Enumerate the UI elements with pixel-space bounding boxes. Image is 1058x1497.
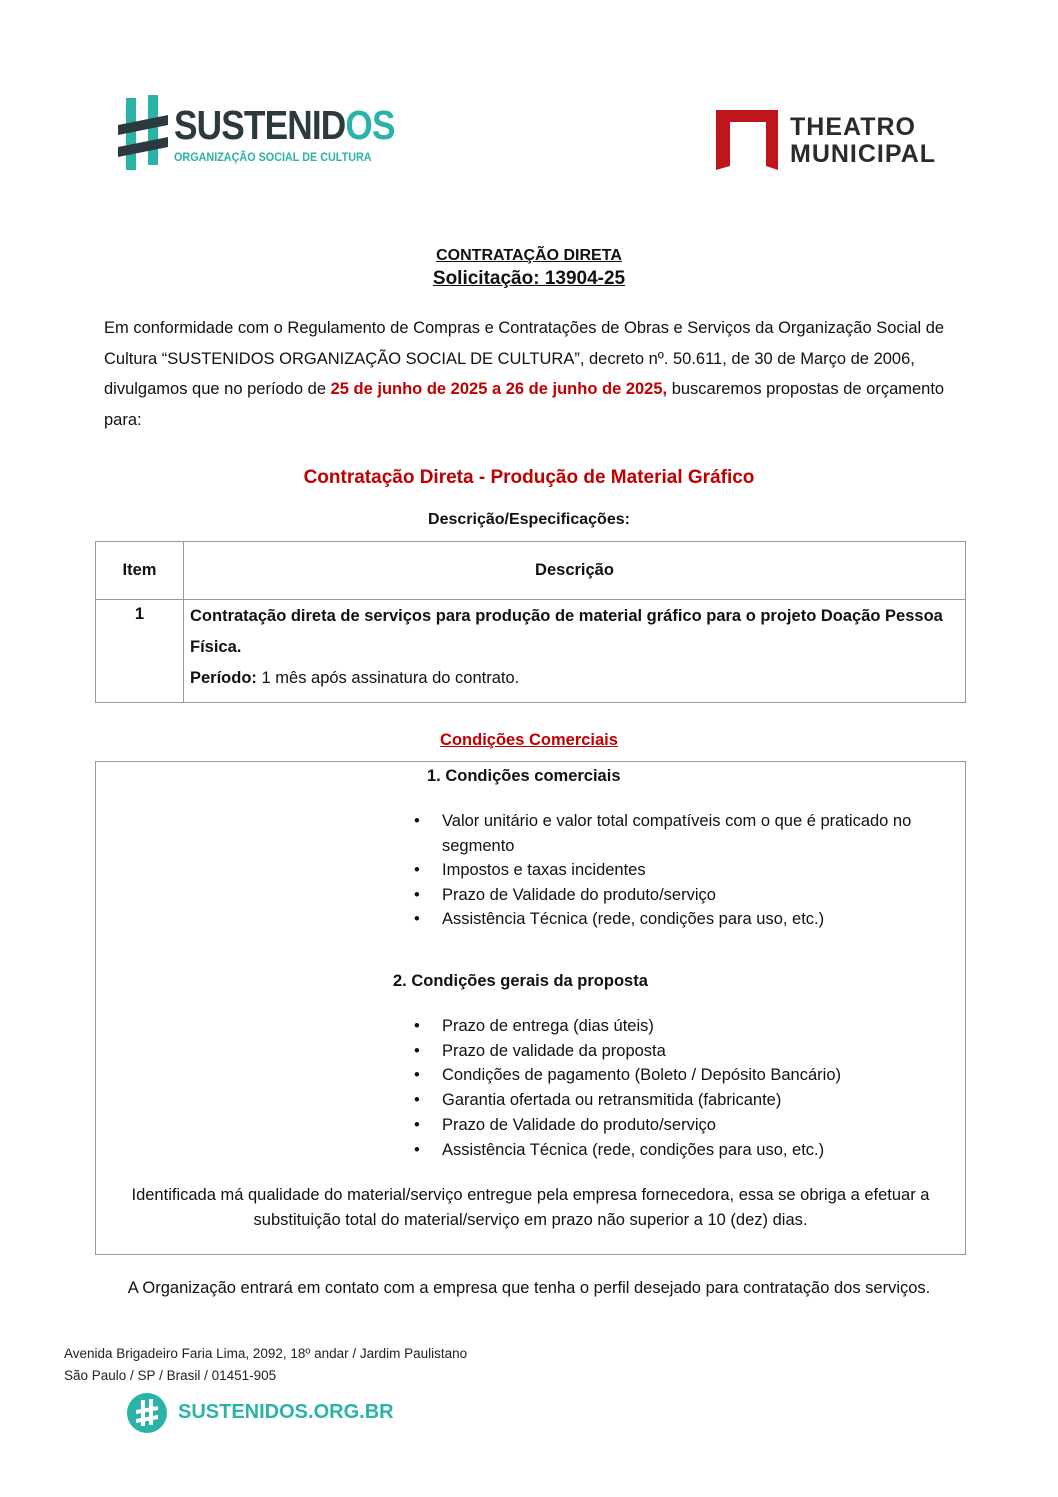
sustenidos-wordmark [174, 103, 395, 147]
table-header-row [96, 542, 966, 600]
footer-logo [126, 1392, 394, 1434]
sustenidos-logo [118, 95, 395, 173]
document-title: CONTRATAÇÃO DIRETA [436, 247, 622, 264]
closing-statement: A Organização entrará em contato com a empresa que tenha o perfil desejado para contratação dos serviços. [127, 1279, 931, 1297]
hashtag-circle-icon [126, 1392, 168, 1434]
intro-text-after: buscaremos propostas de orçamento para: [104, 380, 945, 429]
conditions-section-2-title: 2. Condições gerais da proposta [393, 972, 648, 990]
list-item: • Prazo de Validade do produto/serviço [442, 883, 957, 908]
conditions-heading: Condições Comerciais [440, 731, 618, 749]
item-number: 1 [96, 600, 184, 703]
conditions-section-1-title: 1. Condições comerciais [427, 767, 621, 785]
section-title: Contratação Direta - Produção de Material Gráfico [303, 467, 755, 488]
intro-paragraph [104, 313, 954, 435]
item-description: Contratação direta de serviços para produção de material gráfico para o projeto Doação Pessoa Física. [190, 607, 943, 656]
list-item: • Valor unitário e valor total compatíveis com o que é praticado no segmento [442, 809, 957, 858]
logo-name: SUSTENID [174, 102, 346, 148]
column-header-item: Item [96, 542, 184, 600]
footer-address [64, 1343, 467, 1387]
website-link[interactable]: SUSTENIDOS.ORG.BR [178, 1401, 394, 1423]
quality-note: Identificada má qualidade do material/serviço entregue pela empresa fornecedora, essa se obriga a efetuar a substituição total do material/serviço em prazo não superior a 10 (dez) dias. [131, 1186, 930, 1229]
column-header-description: Descrição [184, 542, 966, 600]
period-value: 1 mês após assinatura do contrato. [256, 669, 520, 687]
conditions-section-1-list [442, 809, 957, 932]
theatro-municipal-logo [716, 108, 956, 174]
logo-line-1: THEATRO [790, 113, 916, 141]
logo-name-suffix: OS [345, 102, 395, 148]
description-heading: Descrição/Especificações: [428, 511, 630, 528]
list-item: • Prazo de entrega (dias úteis) [442, 1014, 957, 1039]
list-item: • Impostos e taxas incidentes [442, 858, 957, 883]
list-item: • Condições de pagamento (Boleto / Depósito Bancário) [442, 1063, 957, 1088]
conditions-section-2-list [442, 1014, 957, 1162]
address-line-2: São Paulo / SP / Brasil / 01451-905 [64, 1368, 277, 1383]
request-number: Solicitação: 13904-25 [432, 268, 626, 289]
intro-text-before: Em conformidade com o Regulamento de Compras e Contratações de Obras e Serviços da Organização Social de Cultura “SUSTENIDOS ORGANIZAÇÃO SOCIAL DE CULTURA”, decreto nº. 50.611, de 30 de Março de 2006, divulgamos que no período de [104, 319, 945, 398]
list-item: • Prazo de validade da proposta [442, 1039, 957, 1064]
list-item: • Prazo de Validade do produto/serviço [442, 1113, 957, 1138]
theatro-wordmark [790, 114, 936, 168]
table-row [96, 600, 966, 703]
item-description-cell [184, 600, 966, 703]
theatro-mark-icon [716, 108, 780, 172]
items-table [95, 541, 966, 703]
period-highlight: 25 de junho de 2025 a 26 de junho de 2025, [330, 380, 668, 398]
item-period [190, 663, 959, 694]
list-item: • Assistência Técnica (rede, condições para uso, etc.) [442, 907, 957, 932]
address-line-1: Avenida Brigadeiro Faria Lima, 2092, 18º andar / Jardim Paulistano [64, 1346, 468, 1361]
logo-line-2: MUNICIPAL [790, 140, 937, 168]
hashtag-logo-icon [118, 95, 170, 173]
list-item: • Assistência Técnica (rede, condições para uso, etc.) [442, 1138, 957, 1163]
list-item: • Garantia ofertada ou retransmitida (fabricante) [442, 1088, 957, 1113]
period-label: Período: [190, 669, 257, 687]
logo-tagline: ORGANIZAÇÃO SOCIAL DE CULTURA [174, 150, 372, 164]
